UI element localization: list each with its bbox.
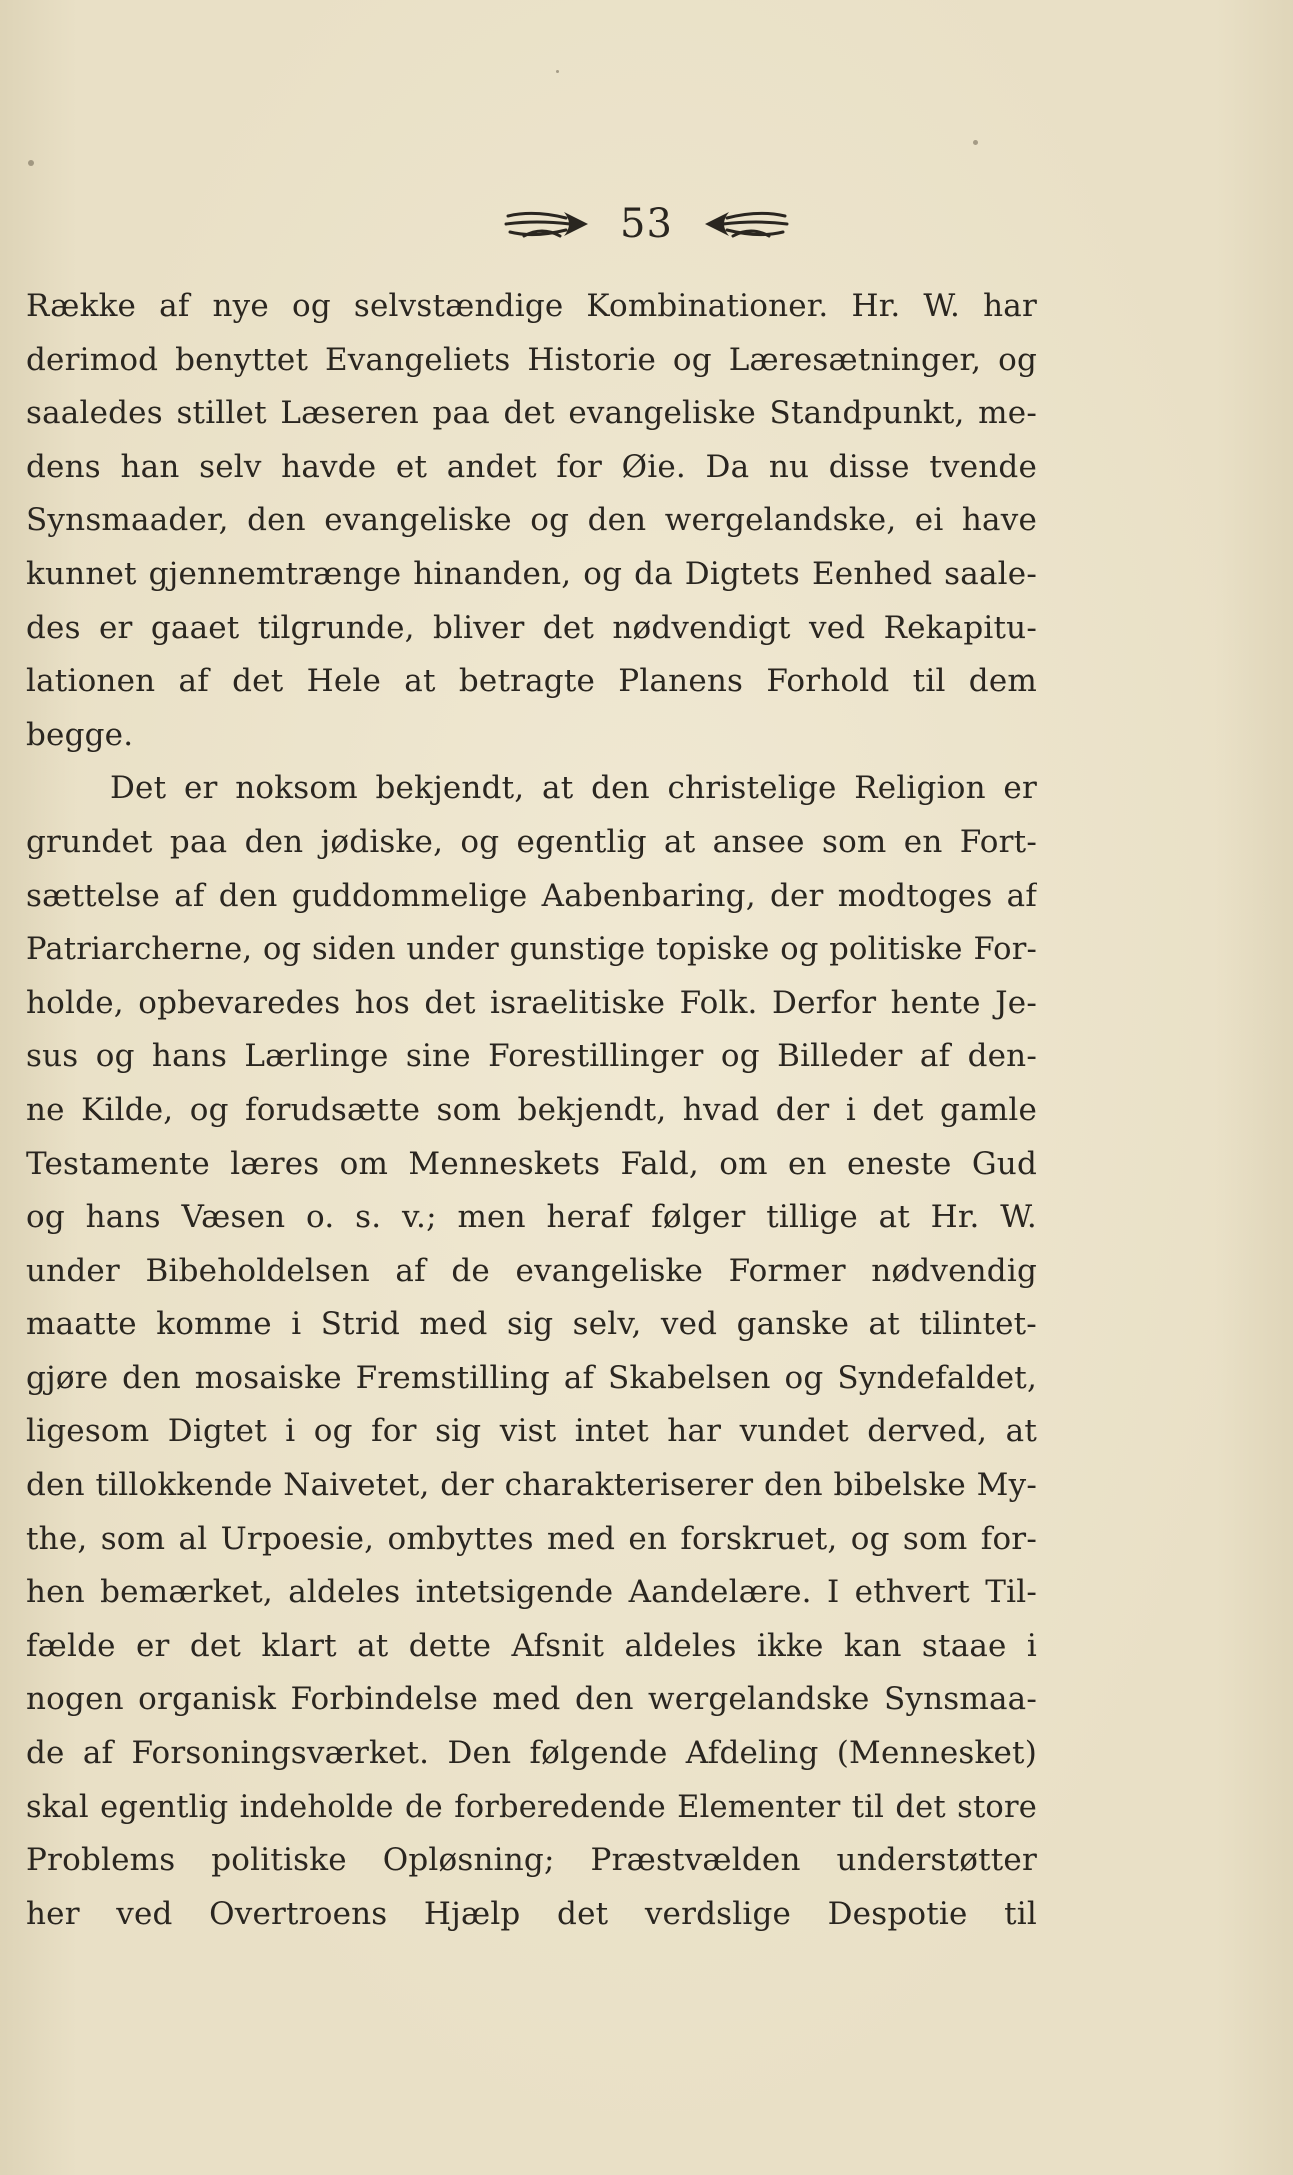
text-line: kunnet gjennemtrænge hinanden, og da Digtets Eenhed saale-	[26, 555, 1037, 592]
text-line: begge.	[26, 716, 134, 753]
text-line: nogen organisk Forbindelse med den wergelandske Synsmaa-	[26, 1681, 1037, 1718]
text-line: Synsmaader, den evangeliske og den wergelandske, ei have	[26, 502, 1037, 539]
text-line: sættelse af den guddommelige Aabenbaring, der modtoges af	[26, 877, 1037, 914]
text-line: Patriarcherne, og siden under gunstige topiske og politiske For-	[26, 932, 1037, 968]
text-line: de af Forsoningsværket. Den følgende Afdeling (Mennesket)	[26, 1735, 1037, 1772]
text-line: Problems politiske Opløsning; Præstvælden understøtter	[26, 1842, 1037, 1879]
text-line: Række af nye og selvstændige Kombinationer. Hr. W. har	[26, 288, 1037, 324]
text-line: dens han selv havde et andet for Øie. Da nu disse tvende	[26, 448, 1037, 485]
left-fleuron-ornament-icon	[504, 206, 590, 242]
paragraph-first-line: Det er noksom bekjendt, at den christelige Religion er	[110, 770, 1037, 807]
text-line: the, som al Urpoesie, ombyttes med en forskruet, og som for-	[26, 1520, 1037, 1557]
text-line: og hans Væsen o. s. v.; men heraf følger tillige at Hr. W.	[26, 1199, 1037, 1236]
page-number: 53	[620, 201, 673, 247]
page-body-text	[26, 280, 1037, 1941]
right-fleuron-ornament-icon	[703, 206, 789, 242]
text-line: derimod benyttet Evangeliets Historie og Læresætninger, og	[26, 341, 1037, 378]
text-line: gjøre den mosaiske Fremstilling af Skabelsen og Syndefaldet,	[26, 1359, 1037, 1396]
paper-speck	[556, 70, 559, 73]
text-line: Testamente læres om Menneskets Fald, om en eneste Gud	[26, 1145, 1037, 1182]
paper-speck	[973, 140, 978, 145]
text-line: lationen af det Hele at betragte Planens Forhold til dem	[26, 663, 1037, 700]
text-line: grundet paa den jødiske, og egentlig at ansee som en Fort-	[26, 823, 1037, 860]
page-header	[0, 196, 1293, 252]
text-line: fælde er det klart at dette Afsnit aldeles ikke kan staae i	[26, 1627, 1037, 1664]
text-line: den tillokkende Naivetet, der charakteriserer den bibelske My-	[26, 1467, 1037, 1504]
text-line: hen bemærket, aldeles intetsigende Aandelære. I ethvert Til-	[26, 1574, 1037, 1611]
text-line: maatte komme i Strid med sig selv, ved ganske at tilintet-	[26, 1306, 1037, 1343]
paper-speck	[28, 160, 34, 166]
text-line: under Bibeholdelsen af de evangeliske Former nødvendig	[26, 1252, 1037, 1289]
text-line: holde, opbevaredes hos det israelitiske Folk. Derfor hente Je-	[26, 984, 1037, 1021]
text-line: skal egentlig indeholde de forberedende Elementer til det store	[26, 1789, 1037, 1825]
text-line: des er gaaet tilgrunde, bliver det nødvendigt ved Rekapitu-	[26, 609, 1037, 646]
text-line: ne Kilde, og forudsætte som bekjendt, hvad der i det gamle	[26, 1091, 1037, 1128]
text-line: her ved Overtroens Hjælp det verdslige Despotie til	[26, 1895, 1037, 1932]
text-line: saaledes stillet Læseren paa det evangeliske Standpunkt, me-	[26, 395, 1037, 432]
text-line: sus og hans Lærlinge sine Forestillinger og Billeder af den-	[26, 1038, 1037, 1075]
text-line: ligesom Digtet i og for sig vist intet har vundet derved, at	[26, 1413, 1037, 1450]
